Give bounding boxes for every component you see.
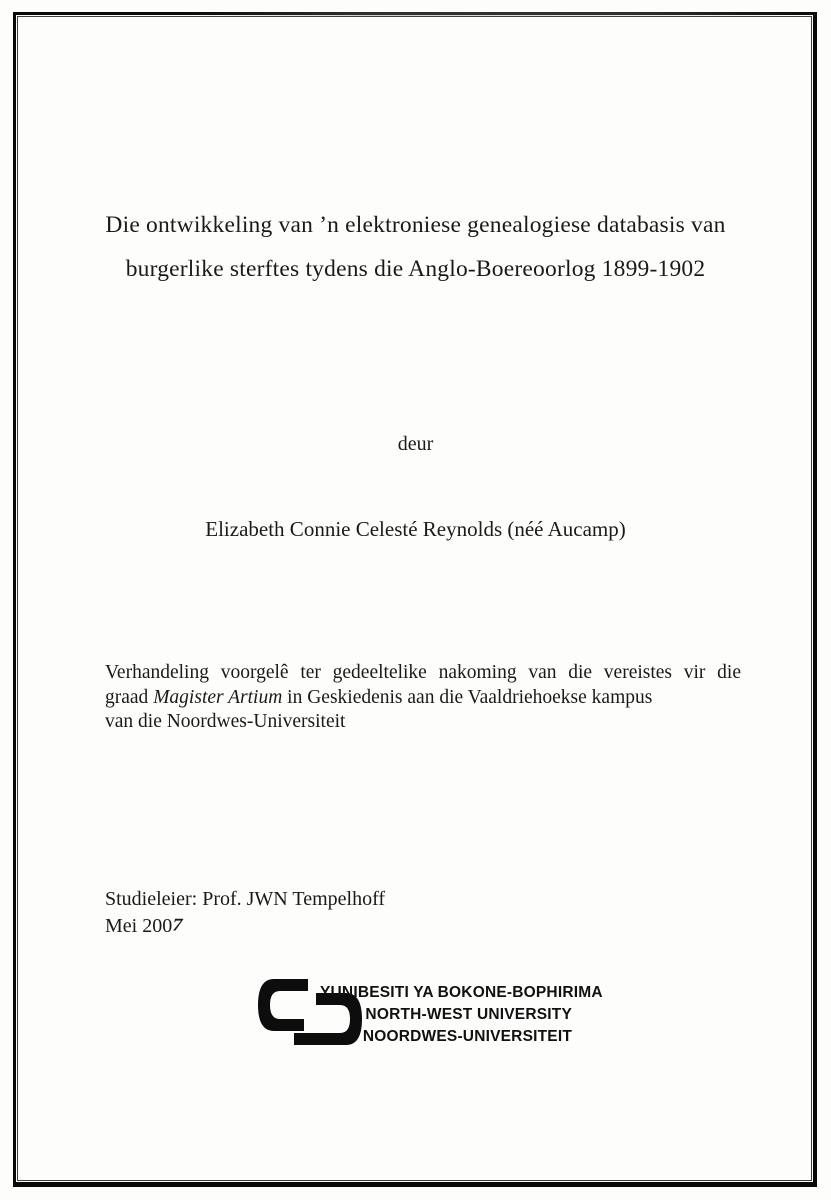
thesis-statement-line2 bbox=[105, 686, 741, 711]
logo-text-english: NORTH-WEST UNIVERSITY bbox=[365, 1006, 572, 1023]
scan-artifact bbox=[180, 12, 820, 16]
university-logo bbox=[258, 976, 603, 1056]
logo-text-afrikaans: NOORDWES-UNIVERSITEIT bbox=[362, 1028, 572, 1045]
statement-line2-post: in Geskiedenis aan die Vaaldriehoekse kampus bbox=[282, 686, 653, 708]
thesis-statement bbox=[105, 661, 741, 735]
logo-text-setswana: YUNIBESITI YA BOKONE-BOPHIRIMA bbox=[320, 984, 603, 1001]
university-logo-text bbox=[320, 982, 603, 1048]
thesis-title bbox=[55, 203, 776, 291]
thesis-title-line2: burgerlike sterftes tydens die Anglo-Boereoorlog 1899-1902 bbox=[125, 256, 706, 282]
statement-line2-pre: graad bbox=[105, 686, 154, 708]
degree-name: Magister Artium bbox=[153, 686, 283, 708]
date-last-digit: 7 bbox=[170, 915, 186, 936]
thesis-statement-line1: Verhandeling voorgelê ter gedeeltelike nakoming van die vereistes vir die bbox=[105, 662, 741, 683]
date-prefix: Mei 200 bbox=[105, 915, 173, 937]
thesis-statement-line3: van die Noordwes-Universiteit bbox=[105, 711, 346, 732]
thesis-title-line1: Die ontwikkeling van ’n elektroniese genealogiese databasis van bbox=[105, 212, 726, 238]
author-name: Elizabeth Connie Celesté Reynolds (néé Aucamp) bbox=[205, 517, 626, 541]
date-line bbox=[105, 913, 385, 940]
supervisor-block bbox=[105, 886, 385, 940]
supervisor-line: Studieleier: Prof. JWN Tempelhoff bbox=[105, 888, 386, 910]
byline-label: deur bbox=[397, 433, 434, 455]
